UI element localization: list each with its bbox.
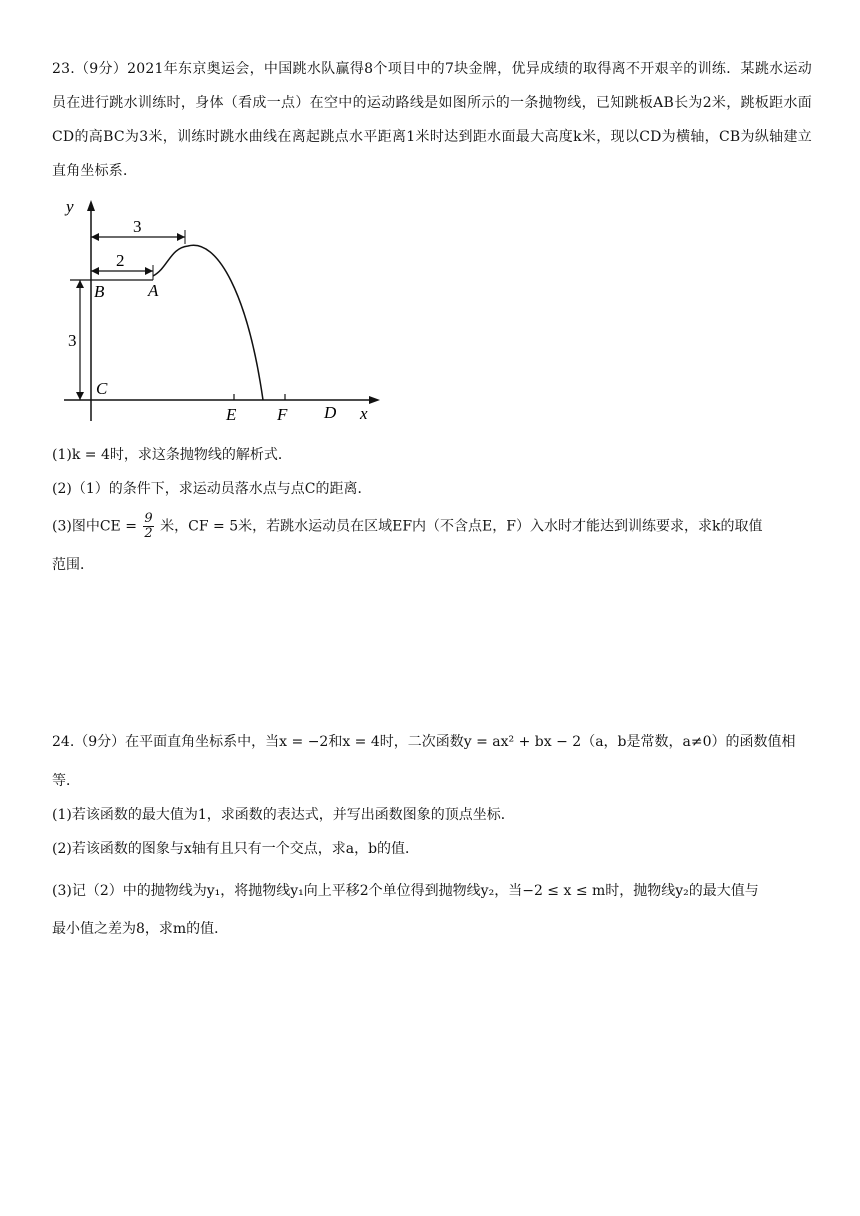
point-E-label: E [226,405,237,424]
q23-intro: 23.（9分）2021年东京奥运会，中国跳水队赢得8个项目中的7块金牌，优异成绩的取得离不开艰辛的训练．某跳水运动员在进行跳水训练时，身体（看成一点）在空中的运动路线是如图所示的一条抛物线，已知跳板AB长为2米，跳板距水面CD的高BC为3米，训练时跳水曲线在离起跳点水平距离1米时达到距水面最大高度k米，现以CD为横轴，CB为纵轴建立直角坐标系． [52,61,812,179]
dim-label-top: 3 [133,217,142,236]
y-axis-label: y [66,197,74,216]
q23-part1: (1)k = 4时，求这条抛物线的解析式． [52,447,292,463]
q23-part3-prefix: (3)图中CE = [52,518,137,535]
q23-part2: (2)（1）的条件下，求运动员落水点与点C的距离． [52,481,372,497]
q24-part3-line1: (3)记（2）中的抛物线为y₁，将抛物线y₁向上平移2个单位得到抛物线y₂，当−2 ≤ x ≤ m时，抛物线y₂的最大值与 [52,883,759,899]
parabola-curve [153,245,263,400]
point-B-label: B [94,282,105,301]
q23-part3-continued: 范围． [52,557,94,573]
dim-label-mid: 2 [116,251,125,270]
fraction-numerator: 9 [144,511,153,526]
x-axis-label: x [360,404,368,423]
q24-intro-line2: 等． [52,773,80,789]
x-axis-arrow [369,396,380,404]
point-C-label: C [96,379,108,398]
q23-part3-suffix: 米，CF = 5米，若跳水运动员在区域EF内（不含点E，F）入水时才能达到训练要求，求k的取值 [160,518,763,535]
fraction-denominator: 2 [144,526,153,541]
point-D-label: D [324,403,337,422]
q24-part2: (2)若该函数的图象与x轴有且只有一个交点，求a，b的值． [52,841,420,857]
q23-figure [58,196,398,426]
y-axis-arrow [87,200,95,211]
q24-part3-line2: 最小值之差为8，求m的值． [52,921,229,937]
point-A-label: A [148,281,159,300]
q23-part3-fraction [143,512,153,541]
dim-label-left: 3 [68,331,77,350]
q23-part3 [52,512,812,541]
q24-intro-line1: 24.（9分）在平面直角坐标系中，当x = −2和x = 4时，二次函数y = ax² + bx − 2（a，b是常数，a≠0）的函数值相 [52,734,796,750]
point-F-label: F [277,405,288,424]
q24-part1: (1)若该函数的最大值为1，求函数的表达式，并写出函数图象的顶点坐标． [52,807,515,823]
